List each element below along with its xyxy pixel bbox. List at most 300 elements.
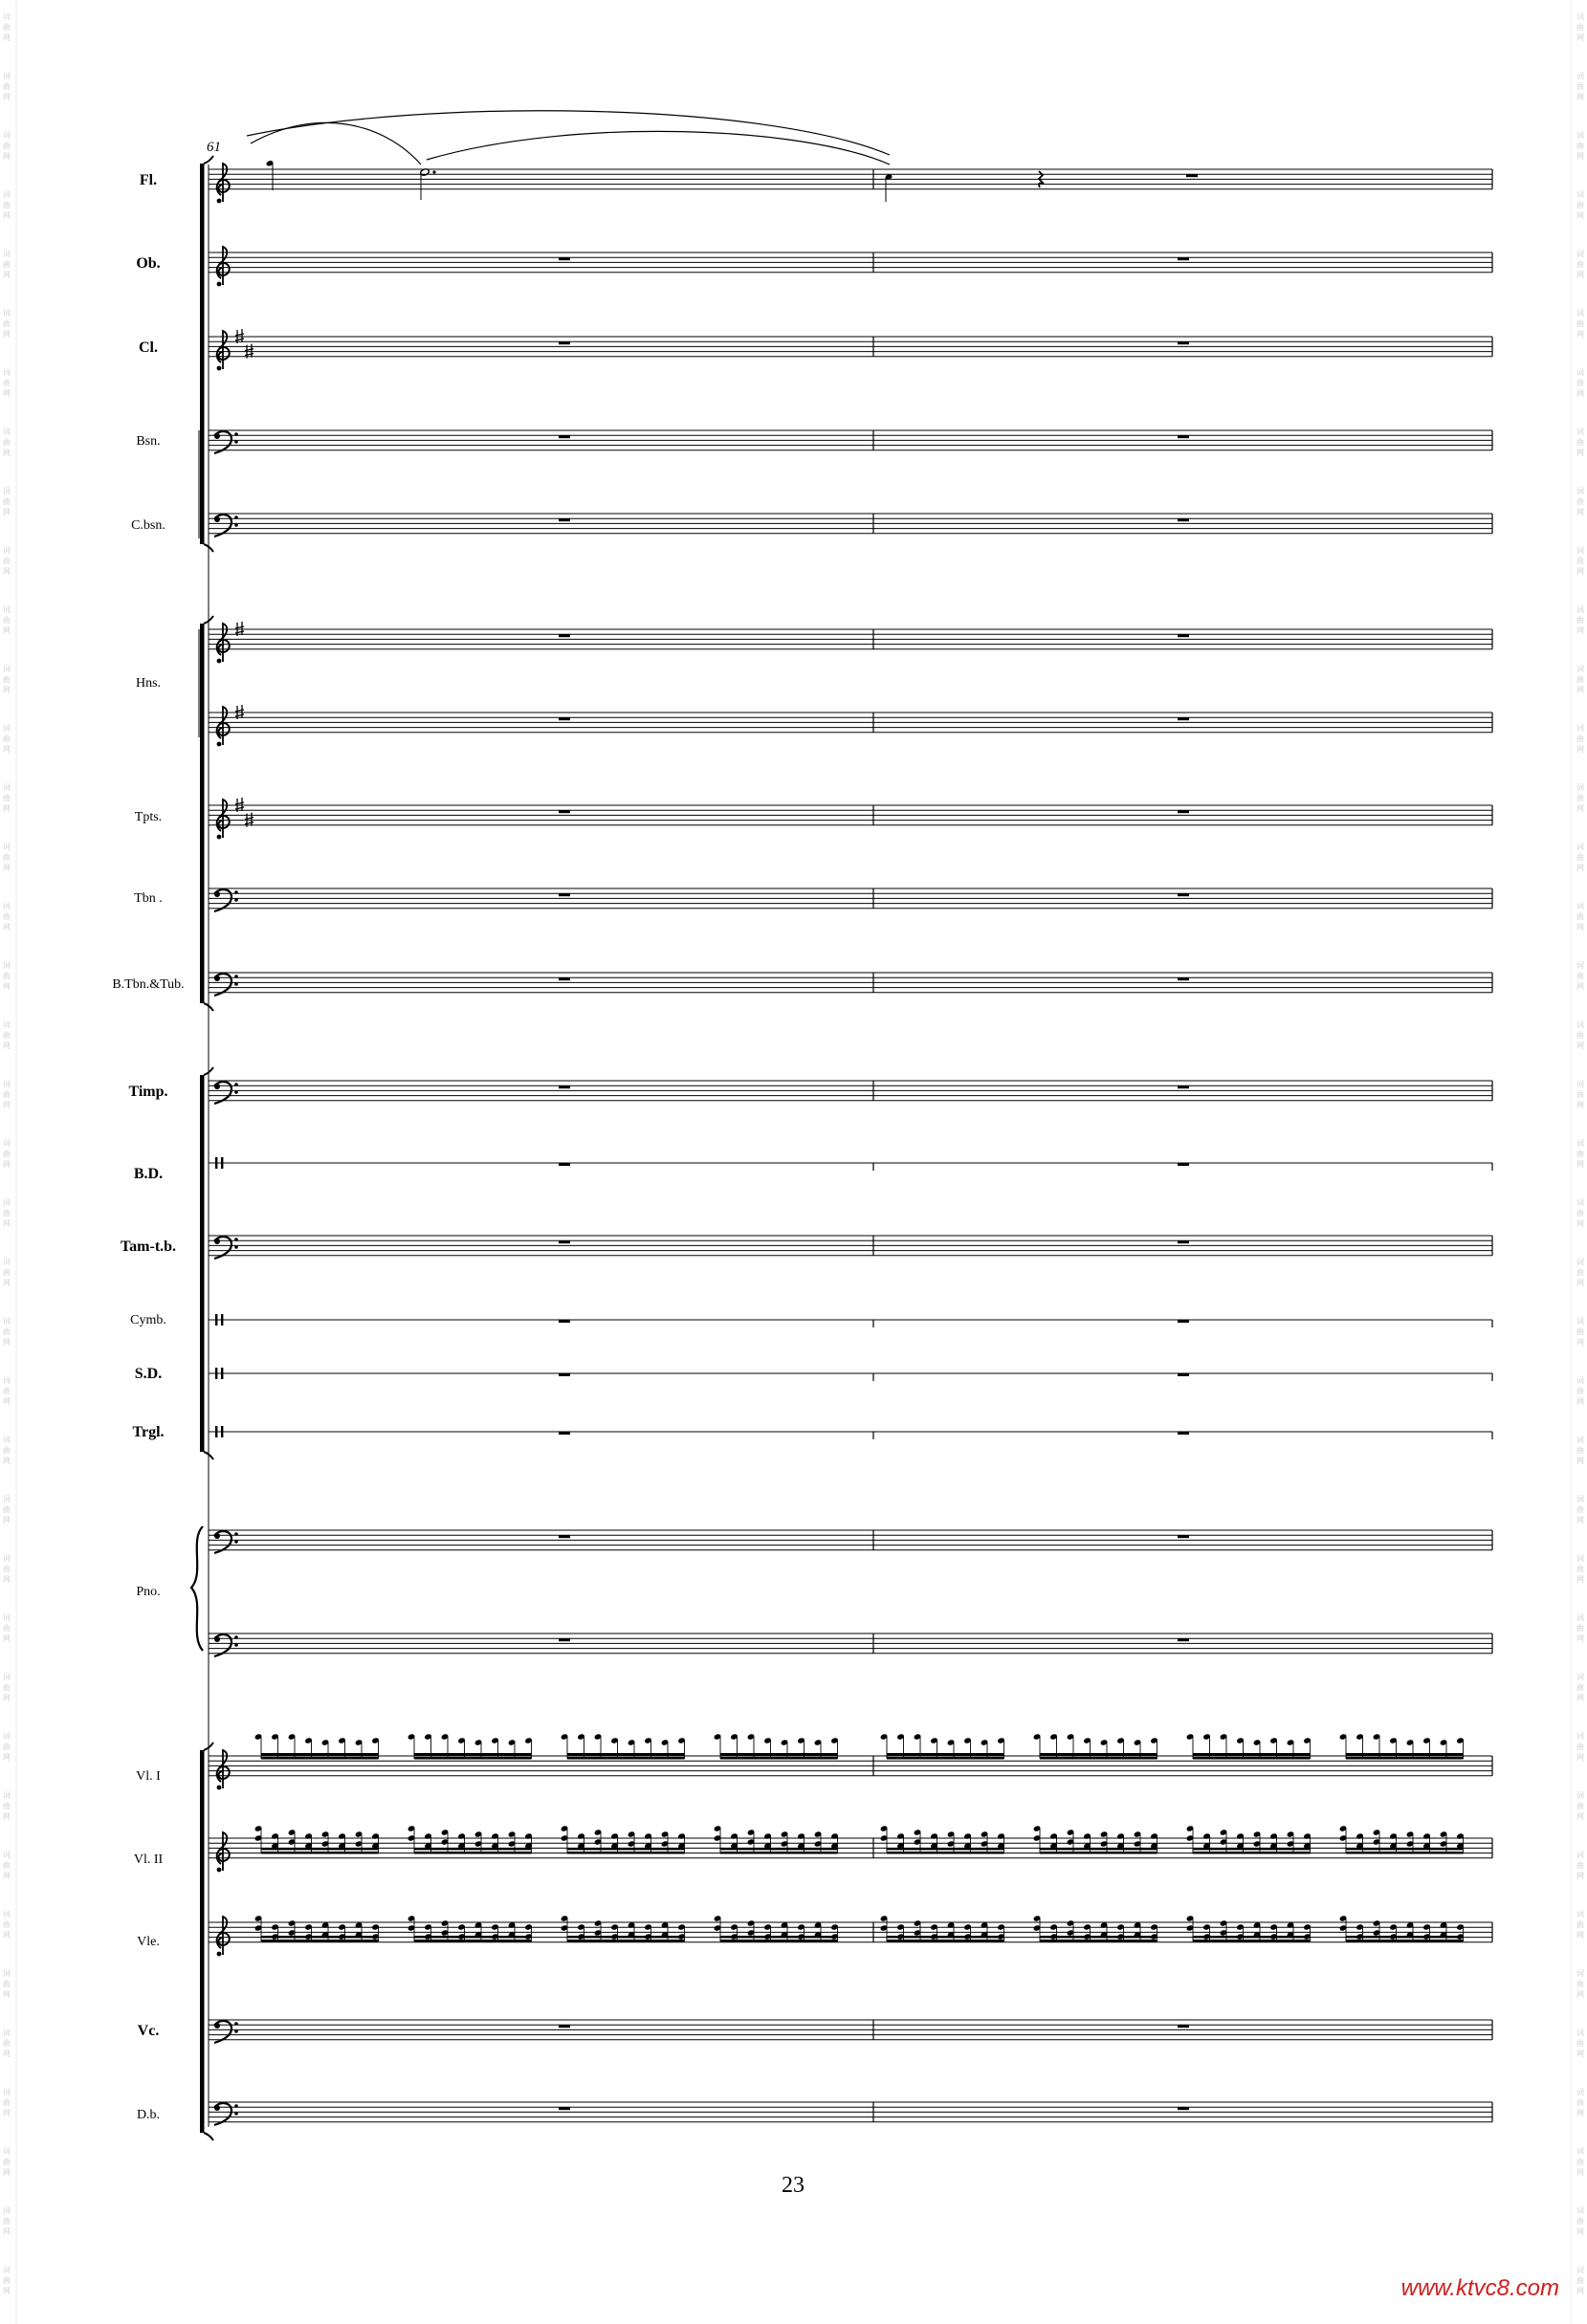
margin-watermark-char: 网	[1576, 330, 1584, 339]
beam	[720, 1936, 838, 1939]
margin-watermark-char: 曲	[1576, 1505, 1584, 1514]
margin-watermark-char: 网	[1576, 1160, 1584, 1169]
bass-clef-dot	[234, 975, 238, 978]
margin-watermark-char: 曲	[1576, 1387, 1584, 1395]
margin-watermark-char: 网	[1576, 686, 1584, 694]
margin-watermark-char: 曲	[3, 142, 11, 150]
margin-watermark-char: 网	[1576, 1219, 1584, 1228]
margin-watermark-char: 词	[3, 2266, 11, 2274]
margin-watermark-char: 曲	[3, 1150, 11, 1158]
whole-rest	[559, 1373, 570, 1376]
margin-watermark-char: 网	[1576, 2227, 1584, 2236]
margin-watermark-char: 网	[3, 1812, 11, 1821]
beam	[567, 1848, 685, 1851]
staff-db	[137, 2102, 1492, 2125]
margin-watermark-char: 词	[3, 1791, 11, 1800]
percussion-clef-icon	[215, 1368, 217, 1379]
margin-watermark-char: 网	[3, 152, 11, 161]
margin-watermark-char: 曲	[3, 1920, 11, 1929]
margin-watermark-char: 词	[3, 1554, 11, 1563]
system-bracket	[200, 624, 205, 1003]
staff-cl	[139, 329, 1492, 370]
instrument-label: Vc.	[137, 2023, 160, 2039]
margin-watermark-char: 网	[1576, 2168, 1584, 2177]
instrument-label: Bsn.	[136, 434, 161, 449]
right-margin-watermark	[1571, 0, 1584, 2324]
margin-watermark-char: 网	[1576, 1101, 1584, 1109]
margin-watermark-char: 网	[1576, 2287, 1584, 2295]
whole-rest	[559, 977, 570, 980]
margin-watermark-char: 网	[1576, 1931, 1584, 1940]
whole-rest	[559, 717, 570, 720]
margin-watermark-char: 网	[1576, 923, 1584, 932]
margin-watermark-char: 词	[3, 1910, 11, 1918]
margin-watermark-char: 网	[3, 1931, 11, 1940]
percussion-clef-icon	[221, 1314, 223, 1326]
instrument-label: C.bsn.	[131, 518, 165, 533]
slur	[251, 122, 421, 164]
margin-watermark-char: 网	[3, 1397, 11, 1406]
margin-watermark-char: 网	[3, 449, 11, 457]
beam	[887, 1852, 1004, 1854]
margin-watermark-char: 网	[1576, 2050, 1584, 2058]
margin-watermark-char: 词	[1576, 1080, 1584, 1088]
margin-watermark-char: 曲	[3, 853, 11, 862]
bass-clef-dot	[214, 1239, 220, 1244]
bass-clef-dot	[214, 433, 220, 439]
treble-clef-tail	[217, 282, 222, 287]
whole-rest	[559, 1163, 570, 1166]
instrument-label: B.Tbn.&Tub.	[112, 977, 185, 992]
margin-watermark-char: 网	[3, 1516, 11, 1524]
margin-watermark-char: 词	[1576, 1436, 1584, 1444]
margin-watermark-char: 曲	[1576, 1861, 1584, 1870]
margin-watermark-char: 网	[3, 2227, 11, 2236]
margin-watermark-char: 词	[1576, 487, 1584, 495]
instrument-label: D.b.	[136, 2108, 161, 2122]
margin-watermark-char: 网	[3, 1338, 11, 1347]
whole-rest	[1178, 257, 1189, 260]
margin-watermark-char: 曲	[3, 201, 11, 209]
whole-rest	[559, 1535, 570, 1538]
beam	[567, 1753, 685, 1756]
margin-watermark-char: 词	[1576, 2266, 1584, 2274]
margin-watermark-char: 曲	[1576, 1031, 1584, 1040]
whole-rest	[559, 435, 570, 438]
instrument-label: Hns.	[135, 676, 162, 691]
margin-watermark-char: 曲	[1576, 1090, 1584, 1099]
whole-rest	[559, 634, 570, 637]
beam	[1346, 1757, 1464, 1760]
slur	[247, 111, 890, 155]
bass-clef-dot	[234, 440, 238, 444]
margin-watermark-char: 网	[3, 1872, 11, 1880]
instrument-label: Timp.	[128, 1084, 168, 1100]
beam	[261, 1936, 379, 1939]
treble-clef-tail	[217, 742, 222, 747]
treble-clef-tail	[217, 659, 222, 664]
margin-watermark-char: 曲	[1576, 912, 1584, 921]
margin-watermark-char: 曲	[1576, 2098, 1584, 2107]
margin-watermark-char: 词	[1576, 2028, 1584, 2037]
margin-watermark-char: 网	[3, 33, 11, 42]
margin-watermark-char: 曲	[1576, 616, 1584, 625]
margin-watermark-char: 词	[3, 665, 11, 673]
staff-tpt	[135, 798, 1492, 839]
margin-watermark-char: 词	[3, 961, 11, 970]
margin-watermark-char: 词	[3, 2028, 11, 2037]
margin-watermark-char: 词	[1576, 190, 1584, 199]
left-margin-watermark	[3, 0, 16, 2324]
margin-watermark-char: 曲	[3, 319, 11, 328]
margin-watermark-char: 词	[3, 1258, 11, 1266]
beam	[567, 1940, 685, 1942]
beam	[887, 1936, 1004, 1939]
margin-watermark-char: 网	[1576, 864, 1584, 872]
percussion-clef-icon	[215, 1426, 217, 1437]
margin-watermark-char: 曲	[1576, 319, 1584, 328]
margin-watermark-char: 词	[1576, 1910, 1584, 1918]
margin-watermark-char: 词	[3, 368, 11, 377]
staff-sd	[135, 1366, 1492, 1382]
bass-clef-dot	[234, 1532, 238, 1536]
margin-watermark-char: 词	[3, 131, 11, 140]
margin-watermark-char: 网	[1576, 1041, 1584, 1050]
margin-watermark-char: 曲	[3, 260, 11, 269]
margin-watermark-char: 曲	[3, 1327, 11, 1336]
beam	[1346, 1848, 1464, 1851]
beam	[1193, 1848, 1311, 1851]
margin-watermark-char: 词	[1576, 605, 1584, 614]
beam	[887, 1757, 1004, 1760]
margin-watermark-char: 词	[3, 1613, 11, 1622]
dot	[432, 170, 435, 173]
staff-vle	[137, 1915, 1492, 1956]
bass-clef-dot	[234, 1083, 238, 1086]
bass-clef-dot	[234, 1245, 238, 1249]
whole-rest	[559, 810, 570, 813]
piano-brace	[191, 1526, 203, 1651]
whole-rest	[1178, 435, 1189, 438]
beam	[414, 1936, 532, 1939]
margin-watermark-char: 词	[3, 1436, 11, 1444]
margin-watermark-char: 网	[1576, 1338, 1584, 1347]
margin-watermark-char: 词	[1576, 1139, 1584, 1148]
margin-watermark-char: 曲	[1576, 1980, 1584, 1988]
treble-clef-tail	[217, 199, 222, 204]
beam	[1040, 1848, 1157, 1851]
page-number: 23	[782, 2173, 805, 2198]
score-system	[112, 111, 1492, 2140]
margin-watermark-char: 曲	[1576, 1565, 1584, 1573]
margin-watermark-char: 词	[1576, 1554, 1584, 1563]
margin-watermark-char: 曲	[1576, 438, 1584, 447]
margin-watermark-char: 网	[3, 508, 11, 516]
margin-watermark-char: 曲	[3, 1268, 11, 1277]
margin-watermark-char: 网	[3, 2287, 11, 2295]
staff-vc	[138, 2020, 1492, 2043]
margin-watermark-char: 词	[3, 2206, 11, 2215]
staff-timp	[128, 1081, 1492, 1104]
instrument-label: Tpts.	[134, 810, 163, 824]
margin-watermark-char: 词	[1576, 1732, 1584, 1741]
margin-watermark-char: 词	[1576, 1495, 1584, 1503]
margin-watermark-char: 词	[3, 12, 11, 21]
staff-pno2	[209, 1633, 1492, 1656]
margin-watermark-char: 网	[3, 1634, 11, 1643]
beam	[887, 1848, 1004, 1851]
margin-watermark-char: 网	[3, 2168, 11, 2177]
margin-watermark-char: 词	[3, 1969, 11, 1978]
instrument-label: Tam-t.b.	[120, 1239, 177, 1255]
whole-rest	[559, 893, 570, 896]
whole-rest	[559, 341, 570, 344]
beam	[1193, 1852, 1311, 1854]
margin-watermark-char: 网	[1576, 1753, 1584, 1762]
bass-clef-dot	[214, 1636, 220, 1642]
margin-watermark-char: 词	[1576, 1020, 1584, 1029]
margin-watermark-char: 曲	[3, 2098, 11, 2107]
margin-watermark-char: 网	[1576, 1279, 1584, 1287]
whole-rest	[1178, 1535, 1189, 1538]
whole-rest	[559, 1240, 570, 1243]
bass-clef-dot	[214, 516, 220, 522]
whole-rest	[559, 1432, 570, 1435]
margin-watermark-char: 曲	[1576, 1268, 1584, 1277]
margin-watermark-char: 网	[1576, 389, 1584, 398]
margin-watermark-char: 词	[1576, 1376, 1584, 1385]
beam	[720, 1848, 838, 1851]
margin-watermark-char: 曲	[3, 1802, 11, 1810]
margin-watermark-char: 曲	[3, 912, 11, 921]
margin-watermark-char: 网	[1576, 508, 1584, 516]
bass-clef-dot	[214, 976, 220, 981]
margin-watermark-char: 曲	[3, 557, 11, 565]
treble-clef-tail	[217, 835, 222, 840]
staff-tam	[121, 1236, 1492, 1259]
margin-watermark-char: 词	[1576, 1969, 1584, 1978]
margin-watermark-char: 曲	[3, 972, 11, 980]
whole-rest	[1178, 1373, 1189, 1376]
beam	[720, 1753, 838, 1756]
bass-clef-dot	[234, 432, 238, 436]
margin-watermark-char: 网	[3, 1101, 11, 1109]
margin-watermark-char: 曲	[1576, 675, 1584, 684]
beam	[1193, 1936, 1311, 1939]
margin-watermark-char: 词	[3, 1198, 11, 1207]
percussion-clef-icon	[215, 1314, 217, 1326]
instrument-label: Pno.	[136, 1585, 161, 1599]
margin-watermark-char: 词	[3, 487, 11, 495]
instrument-label: Trgl.	[132, 1424, 165, 1440]
margin-watermark-char: 词	[3, 250, 11, 258]
margin-watermark-char: 曲	[3, 2158, 11, 2166]
margin-watermark-char: 网	[1576, 1516, 1584, 1524]
whole-rest	[559, 1085, 570, 1088]
margin-watermark-char: 曲	[3, 1861, 11, 1870]
margin-watermark-char: 词	[1576, 250, 1584, 258]
staff-fl	[140, 111, 1492, 204]
margin-watermark-char: 网	[1576, 2109, 1584, 2117]
margin-watermark-char: 网	[3, 1279, 11, 1287]
beam	[261, 1852, 379, 1854]
margin-watermark-char: 曲	[1576, 972, 1584, 980]
margin-watermark-char: 曲	[1576, 1624, 1584, 1633]
instrument-label: Tbn .	[134, 891, 163, 906]
bracket-hook	[204, 156, 213, 164]
margin-watermark-char: 曲	[3, 497, 11, 506]
site-watermark: www.ktvc8.com	[1400, 2275, 1559, 2301]
beam	[261, 1753, 379, 1756]
beam	[567, 1936, 685, 1939]
margin-watermark-char: 曲	[3, 1624, 11, 1633]
margin-watermark-char: 词	[1576, 2206, 1584, 2215]
margin-watermark-char: 词	[3, 190, 11, 199]
margin-watermark-char: 网	[3, 330, 11, 339]
margin-watermark-char: 曲	[1576, 1920, 1584, 1929]
treble-clef-tail	[217, 1868, 222, 1873]
system-bracket	[200, 1075, 205, 1452]
whole-rest	[1178, 1432, 1189, 1435]
margin-watermark-char: 曲	[1576, 1209, 1584, 1217]
beam	[887, 1940, 1004, 1942]
margin-watermark-char: 曲	[1576, 379, 1584, 387]
margin-watermark-char: 网	[1576, 152, 1584, 161]
bass-clef-dot	[214, 1084, 220, 1089]
measure-number: 61	[207, 140, 221, 155]
margin-watermark-char: 曲	[3, 2039, 11, 2048]
margin-watermark-char: 曲	[1576, 734, 1584, 743]
margin-watermark-char: 网	[3, 211, 11, 220]
beam	[720, 1940, 838, 1942]
margin-watermark-char: 网	[3, 923, 11, 932]
margin-watermark-char: 曲	[1576, 201, 1584, 209]
instrument-label: Vl. II	[133, 1853, 164, 1867]
margin-watermark-char: 曲	[3, 1209, 11, 1217]
margin-watermark-char: 网	[3, 1753, 11, 1762]
whole-rest	[559, 1638, 570, 1641]
bass-clef-dot	[234, 1643, 238, 1647]
margin-watermark-char: 词	[1576, 309, 1584, 318]
staff-cbsn	[131, 514, 1492, 537]
margin-watermark-char: 曲	[1576, 2276, 1584, 2285]
whole-rest	[559, 1320, 570, 1323]
beam	[414, 1848, 532, 1851]
beam	[1040, 1940, 1157, 1942]
margin-watermark-char: 词	[1576, 1317, 1584, 1326]
margin-watermark-char: 曲	[3, 1980, 11, 1988]
margin-watermark-char: 词	[3, 1020, 11, 1029]
whole-rest	[1178, 1085, 1189, 1088]
margin-watermark-char: 词	[1576, 783, 1584, 792]
margin-watermark-char: 网	[3, 1575, 11, 1584]
beam	[414, 1753, 532, 1756]
margin-watermark-char: 词	[1576, 1673, 1584, 1681]
margin-watermark-char: 曲	[1576, 2039, 1584, 2048]
margin-watermark-char: 曲	[1576, 23, 1584, 32]
whole-rest	[1178, 717, 1189, 720]
bass-clef-dot	[234, 2022, 238, 2026]
beam	[1346, 1936, 1464, 1939]
margin-watermark-char: 曲	[1576, 260, 1584, 269]
margin-watermark-char: 词	[1576, 2088, 1584, 2096]
margin-watermark-char: 网	[3, 982, 11, 991]
staff-trgl	[132, 1424, 1492, 1440]
staff-vl1	[136, 1733, 1492, 1789]
bass-clef-dot	[214, 2105, 220, 2111]
margin-watermark-char: 网	[3, 1041, 11, 1050]
bass-clef-dot	[234, 1238, 238, 1241]
percussion-clef-icon	[221, 1368, 223, 1379]
margin-watermark-char: 词	[3, 428, 11, 436]
margin-watermark-char: 词	[1576, 1851, 1584, 1859]
whole-rest	[1178, 341, 1189, 344]
margin-watermark-char: 曲	[3, 1683, 11, 1692]
bass-clef-dot	[214, 2023, 220, 2028]
margin-watermark-char: 曲	[3, 794, 11, 802]
margin-watermark-char: 曲	[1576, 1802, 1584, 1810]
margin-watermark-char: 曲	[1576, 794, 1584, 802]
margin-watermark-char: 词	[1576, 428, 1584, 436]
beam	[1346, 1940, 1464, 1942]
bass-clef-dot	[214, 891, 220, 897]
bass-clef-dot	[234, 1635, 238, 1639]
margin-watermark-char: 词	[3, 605, 11, 614]
margin-watermark-char: 网	[1576, 1575, 1584, 1584]
margin-watermark-char: 网	[3, 1990, 11, 1999]
bass-clef-dot	[234, 523, 238, 527]
margin-watermark-char: 曲	[1576, 1327, 1584, 1336]
margin-watermark-char: 网	[1576, 211, 1584, 220]
margin-watermark-char: 网	[3, 745, 11, 754]
margin-watermark-char: 网	[1576, 1872, 1584, 1880]
margin-watermark-char: 曲	[1576, 1683, 1584, 1692]
instrument-label: S.D.	[134, 1366, 163, 1382]
bass-clef-dot	[234, 982, 238, 986]
margin-watermark-char: 曲	[1576, 82, 1584, 91]
instrument-label: Vle.	[137, 1935, 160, 1949]
margin-watermark-char: 词	[1576, 368, 1584, 377]
margin-watermark-char: 词	[3, 1080, 11, 1088]
margin-watermark-char: 词	[1576, 1613, 1584, 1622]
margin-watermark-char: 词	[1576, 2147, 1584, 2156]
bass-clef-dot	[234, 515, 238, 519]
margin-watermark-char: 网	[3, 93, 11, 101]
margin-watermark-char: 网	[1576, 271, 1584, 279]
margin-watermark-char: 曲	[1576, 497, 1584, 506]
margin-watermark-char: 网	[3, 389, 11, 398]
whole-rest	[1178, 518, 1189, 521]
whole-rest	[1178, 2107, 1189, 2110]
beam	[261, 1757, 379, 1760]
margin-watermark-char: 词	[1576, 12, 1584, 21]
whole-rest	[1186, 174, 1198, 177]
margin-watermark-char: 网	[1576, 745, 1584, 754]
margin-watermark-char: 词	[3, 902, 11, 910]
margin-watermark-char: 网	[3, 1160, 11, 1169]
margin-watermark-char: 网	[1576, 626, 1584, 635]
whole-rest	[1178, 977, 1189, 980]
beam	[261, 1848, 379, 1851]
percussion-clef-icon	[221, 1157, 223, 1169]
beam	[414, 1757, 532, 1760]
system-bracket	[200, 1750, 205, 2133]
percussion-clef-icon	[215, 1157, 217, 1169]
margin-watermark-char: 词	[1576, 1258, 1584, 1266]
whole-rest	[559, 257, 570, 260]
margin-watermark-char: 网	[3, 2109, 11, 2117]
margin-watermark-char: 词	[1576, 1791, 1584, 1800]
